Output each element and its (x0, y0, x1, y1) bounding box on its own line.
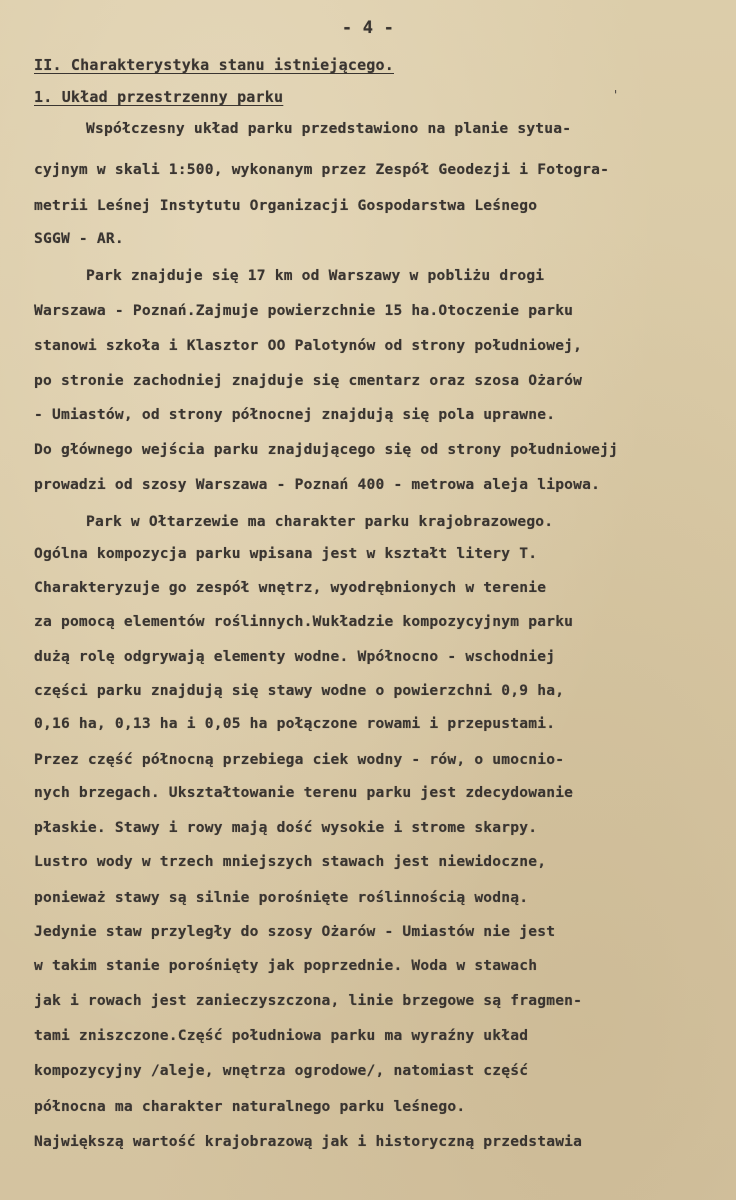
text-line: Największą wartość krajobrazową jak i historyczną przedstawia (34, 1133, 583, 1150)
text-line: płaskie. Stawy i rowy mają dość wysokie i strome skarpy. (34, 819, 538, 836)
text-line: w takim stanie porośnięty jak poprzednie. Woda w stawach (34, 957, 538, 974)
text-line: za pomocą elementów roślinnych.Wukładzie kompozycyjnym parku (34, 613, 574, 630)
text-line: Lustro wody w trzech mniejszych stawach jest niewidoczne, (34, 853, 547, 870)
section-heading: II. Charakterystyka stanu istniejącego. (34, 56, 394, 74)
text-line: Park w Ołtarzewie ma charakter parku krajobrazowego. (86, 513, 554, 530)
text-line: stanowi szkoła i Klasztor OO Palotynów od strony południowej, (34, 337, 583, 354)
text-line: części parku znajdują się stawy wodne o powierzchni 0,9 ha, (34, 682, 565, 699)
text-line: Charakteryzuje go zespół wnętrz, wyodrębnionych w terenie (34, 579, 547, 596)
text-line: - Umiastów, od strony północnej znajdują się pola uprawne. (34, 406, 556, 423)
text-line: Ogólna kompozycja parku wpisana jest w kształt litery T. (34, 545, 538, 562)
subsection-heading: 1. Układ przestrzenny parku (34, 88, 284, 106)
text-line: Jedynie staw przyległy do szosy Ożarów - Umiastów nie jest (34, 923, 556, 940)
text-line: SGGW - AR. (34, 230, 124, 247)
text-line: jak i rowach jest zanieczyszczona, linie brzegowe są fragmen- (34, 992, 583, 1009)
text-line: Do głównego wejścia parku znajdującego się od strony południowejj (34, 441, 619, 458)
text-line: Warszawa - Poznań.Zajmuje powierzchnie 15 ha.Otoczenie parku (34, 302, 574, 319)
text-line: tami zniszczone.Część południowa parku ma wyraźny układ (34, 1027, 529, 1044)
page-number: - 4 - (341, 18, 395, 38)
text-line: dużą rolę odgrywają elementy wodne. Wpółnocno - wschodniej (34, 648, 556, 665)
text-line: prowadzi od szosy Warszawa - Poznań 400 - metrowa aleja lipowa. (34, 476, 601, 493)
stray-mark: ' (612, 88, 620, 102)
text-line: 0,16 ha, 0,13 ha i 0,05 ha połączone rowami i przepustami. (34, 715, 556, 732)
text-line: Przez część północną przebiega ciek wodny - rów, o umocnio- (34, 751, 565, 768)
text-line: ponieważ stawy są silnie porośnięte roślinnością wodną. (34, 889, 529, 906)
text-line: Park znajduje się 17 km od Warszawy w pobliżu drogi (86, 267, 545, 284)
text-line: po stronie zachodniej znajduje się cmentarz oraz szosa Ożarów (34, 372, 583, 389)
text-line: Współczesny układ parku przedstawiono na planie sytua- (86, 120, 572, 137)
text-line: cyjnym w skali 1:500, wykonanym przez Zespół Geodezji i Fotogra- (34, 161, 610, 178)
text-line: metrii Leśnej Instytutu Organizacji Gospodarstwa Leśnego (34, 197, 538, 214)
text-line: północna ma charakter naturalnego parku leśnego. (34, 1098, 466, 1115)
text-line: nych brzegach. Ukształtowanie terenu parku jest zdecydowanie (34, 784, 574, 801)
text-line: kompozycyjny /aleje, wnętrza ogrodowe/, natomiast część (34, 1062, 529, 1079)
